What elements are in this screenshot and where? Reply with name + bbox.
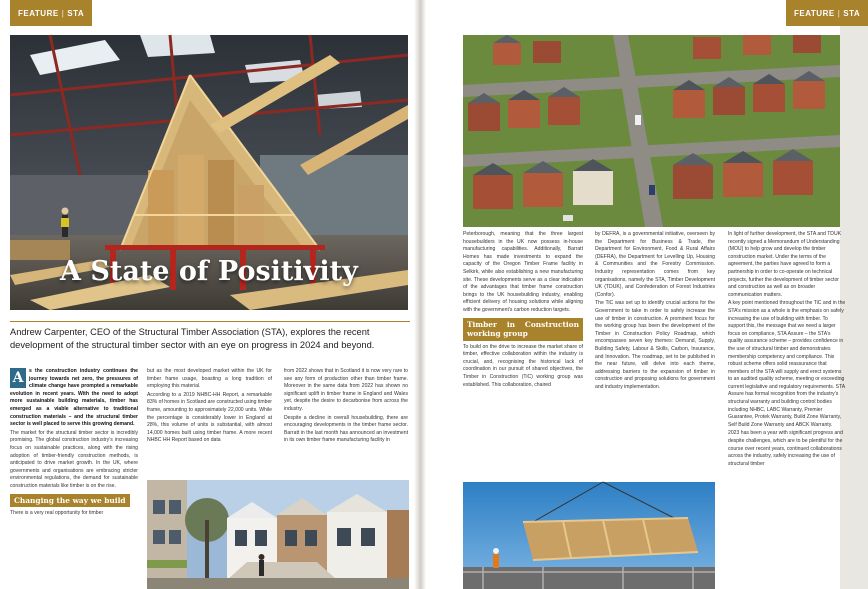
body-paragraph: 2023 has been a year with significant progress and despite challenges, which are to be plentiful for the course over recent years, continued collaborations across the industry, safely increasing the use of structural timber xyxy=(728,430,843,467)
standfirst: Andrew Carpenter, CEO of the Structural Timber Association (STA), explores the recent development of the structural timber sector with an eye on progress in 2024 and beyond. xyxy=(10,321,410,352)
article-column-4 xyxy=(463,231,583,390)
body-paragraph: According to a 2019 NHBC-HH Report, a remarkable 83% of homes in Scotland are constructed using timber frame, amounting to approximately 22,000 units. While the percentage is considerably lower in England at 28%, this volume of units is substantial, with almost 14,000 homes built using timber frame. A more recent NHBC HH Report based on data xyxy=(147,391,272,444)
body-paragraph: Peterborough, meaning that the three largest housebuilders in the UK now possess in-house manufacturing capabilities. Additionally, Barratt Homes has made investments to expand the capacity of the Oregon Timber Frame facility in Selkirk, while also establishing a new manufacturing site. These developments serve as a clear indication of the advantages that timber frame construction brings to the UK housebuilding industry, enabling efficient delivery of housing solutions while aligning with the government’s carbon reduction targets. xyxy=(463,231,583,313)
section-tag-topic: STA xyxy=(843,8,861,18)
body-paragraph: but as the most developed market within the UK for timber frame usage, boasting a long tradition of employing this material. xyxy=(147,368,272,390)
body-paragraph: A key point mentioned throughout the TiC and in the STA’s mission as a whole is the emphasis on safely increasing the use of building with timber. To support this, the message that we need a larger focus on compliance, STA Assure – the STA’s quality assurance scheme – provides confidence in the use of structural timber and demonstrates membership competency and compliance. This robust scheme offers solid reassurance that members of the STA will supply and erect systems to an audited quality scheme, meeting or exceeding current legislative and regulatory requirements. STA Assure has formal recognition from the industry’s structural warranty and building control bodies including NHBC, LABC Warranty, Premier Guarantee, Protek Warranty, Build Zone Warranty, Self Build Zone Warranty and ABCK Warranty. xyxy=(728,300,846,428)
body-paragraph: by DEFRA, is a governmental initiative, overseen by the Department for Business & Trade, the Department for Environment, Food & Rural Affairs (DEFRA), the Department for Levelling Up, Housing & Communities and the Forestry Commission. Industry representation comes from key organisations, namely the STA, Timber Development UK (TDUK), and Confederation of Forest Industries (Confor). xyxy=(595,231,715,298)
section-tag-label: FEATURE xyxy=(794,8,835,18)
left-page xyxy=(0,0,420,589)
page-gutter xyxy=(414,0,426,589)
section-tag xyxy=(10,0,92,26)
right-page xyxy=(420,0,861,589)
body-paragraph: Despite a decline in overall housebuilding, there are encouraging developments in the timber frame sector. Barratt in the last month has announced an investment in its own timber frame manufacturing facility in xyxy=(284,414,408,444)
article-column-6 xyxy=(728,231,846,469)
section-tag xyxy=(786,0,868,26)
body-paragraph: There is a very real opportunity for timber xyxy=(10,510,104,516)
drop-cap: A xyxy=(10,368,26,388)
section-tag-label: FEATURE xyxy=(18,8,59,18)
body-paragraph: In light of further development, the STA and TDUK recently signed a Memorandum of Understanding (MOU) to help grow and develop the timber construction market. Under the terms of the agreement, the parties have agreed to form a partnership in order to co-operate on technical projects, further the development of timber sector and construction as well as on broader communication matters. xyxy=(728,231,842,298)
section-tag-separator: | xyxy=(837,8,841,18)
section-tag-separator: | xyxy=(61,8,65,18)
section-tag-topic: STA xyxy=(67,8,85,18)
photo-crane-lifting-panel xyxy=(463,482,715,589)
subheading-changing: Changing the way we build xyxy=(10,494,130,508)
body-paragraph: The market for the structural timber sector is incredibly promising. The global construction industry’s increasing focus on sustainable practices, along with the rising adoption of timber-friendly construction methods, is anticipated to drive market growth. In the UK, where governments and organisations are embracing stricter environmental regulations, the demand for sustainable construction materials like timber is on the rise. xyxy=(10,429,138,489)
article-column-2 xyxy=(147,368,272,446)
photo-timber-houses xyxy=(147,480,409,589)
subheading-tic-working-group: Timber in Construction working group xyxy=(463,318,583,341)
page-title: A State of Positivity xyxy=(60,256,358,287)
lead-paragraph: s the construction industry continues the journey towards net zero, the pressures of climate change have prompted a remarkable evolution in recent years. With the need to adopt more sustainable building materials, timber has emerged as a viable alternative to traditional construction materials – and the structural timber sector is well placed to serve this growing demand. xyxy=(10,368,138,428)
body-paragraph: To build on the drive to increase the market share of timber, effective collaboration within the industry is crucial, and, recognising the historical lack of coordination in our pursuit of shared objectives, the Timber in Construction (TiC) working group was established. This collaboration, chaired xyxy=(463,343,583,388)
article-column-5 xyxy=(595,231,715,392)
article-column-1 xyxy=(10,368,138,519)
body-paragraph: The TiC was set up to identify crucial actions for the Government to take in order to safely increase the use of timber in construction. A prominent focus for the working group has been the development of the Timber in Construction Policy Roadmap, which encompasses seven key themes: Demand, Supply, Building Safety, Labour & Skills, Carbon, Insurance, and Innovation. The roadmap, set to be published in the near future, will delve into each theme, addressing barriers to the expansion of timber in construction and proposing solutions for government and industry implementation. xyxy=(595,300,715,390)
body-paragraph: from 2022 shows that in Scotland it is now very rare to see any form of production other than timber frame. Moreover in the same data from 2022 has shown no significant uplift in timber frame in England and Wales yet, despite the desire to decarbonise from across the industry. xyxy=(284,368,408,412)
article-column-3 xyxy=(284,368,408,446)
photo-aerial-housing-estate xyxy=(463,35,840,227)
